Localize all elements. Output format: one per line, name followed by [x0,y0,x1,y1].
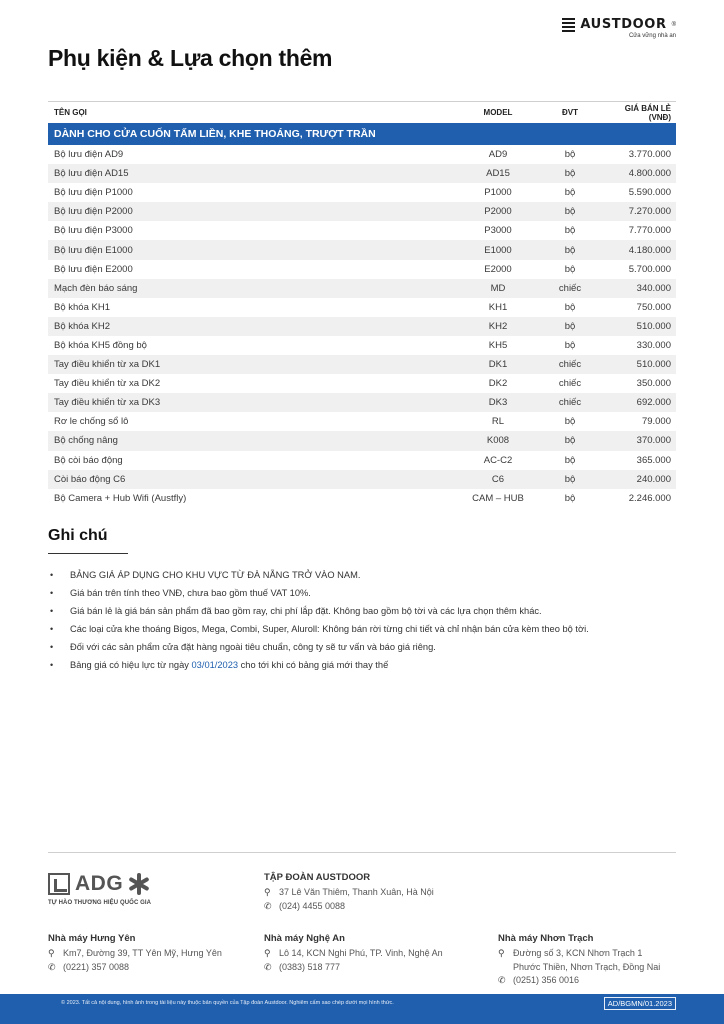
table-row [48,451,676,470]
cell-price: 750.000 [636,301,671,313]
cell-name: Bộ còi báo động [54,454,123,466]
austdoor-mark-icon [562,18,575,32]
map-pin-icon: ⚲ [48,948,55,958]
table-row [48,393,676,412]
cell-name: Bộ lưu điện P3000 [54,225,133,237]
brand-name: AUSTDOOR [580,17,667,32]
header-name: TÊN GỌI [54,108,87,117]
cell-price: 7.270.000 [628,206,671,218]
cell-name: Bộ khóa KH5 đồng bộ [54,339,147,351]
cell-price: 7.770.000 [628,225,671,237]
cell-price: 4.180.000 [628,244,671,256]
adg-logo [48,872,178,906]
note-item-validity: • Bảng giá có hiệu lực từ ngày 03/01/2023 cho tới khi có bảng giá mới thay thế [48,656,688,674]
cell-unit: bộ [564,244,576,256]
table-row [48,412,676,431]
factory-phone: (0221) 357 0088 [63,961,130,972]
note-item: • Giá bán trên tính theo VNĐ, chưa bao gồm thuế VAT 10%. [48,584,688,602]
cell-price: 2.246.000 [628,492,671,504]
table-row [48,298,676,317]
cell-model: AC-C2 [483,454,513,466]
cell-price: 350.000 [636,378,671,390]
factory-title: Nhà máy Hưng Yên [48,933,136,944]
table-row [48,240,676,259]
cell-unit: bộ [564,301,576,313]
cell-name: Bộ Camera + Hub Wifi (Austfly) [54,492,187,504]
note-item: • Giá bán lẻ là giá bán sản phẩm đã bao gồm ray, chi phí lắp đặt. Không bao gồm bộ tời và các lựa chọn thêm khác. [48,602,688,620]
table-row [48,317,676,336]
cell-model: MD [490,282,506,294]
factory-hung-yen [48,933,222,974]
group-phone: (024) 4455 0088 [279,900,346,911]
map-pin-icon: ⚲ [264,887,271,897]
adg-flag-icon [48,873,70,895]
cell-unit: bộ [564,149,576,161]
notes-divider [48,553,128,554]
cell-model: RL [491,416,505,428]
cell-name: Bộ lưu điện E2000 [54,263,133,275]
factory-address: Đường số 3, KCN Nhơn Trạch 1 [513,948,643,958]
table-row [48,145,676,164]
cell-price: 340.000 [636,282,671,294]
phone-icon: ✆ [498,975,506,985]
cell-price: 4.800.000 [628,168,671,180]
factory-address-line2: Phước Thiền, Nhơn Trạch, Đồng Nai [513,961,661,972]
map-pin-icon: ⚲ [498,948,505,958]
header-price: GIÁ BÁN LẺ (VNĐ) [624,103,671,122]
group-title: TẬP ĐOÀN AUSTDOOR [264,872,371,883]
cell-name: Tay điều khiển từ xa DK1 [54,359,161,371]
note-item: • Đối với các sản phẩm cửa đặt hàng ngoài tiêu chuẩn, công ty sẽ tư vấn và báo giá riêng. [48,638,688,656]
cell-model: P3000 [484,225,512,237]
bottom-bar [0,994,724,1024]
cell-name: Bộ khóa KH1 [54,301,110,313]
cell-unit: bộ [564,435,576,447]
table-row [48,374,676,393]
cell-model: CAM – HUB [472,492,524,504]
page-title: Phụ kiện & Lựa chọn thêm [48,45,333,71]
cell-price: 240.000 [636,473,671,485]
brand-tagline: Cửa vững nhà an [628,33,676,39]
phone-icon: ✆ [264,961,272,972]
adg-tagline: TỰ HÀO THƯƠNG HIỆU QUỐC GIA [48,900,152,906]
cell-price: 3.770.000 [628,149,671,161]
cell-unit: bộ [564,206,576,218]
cell-unit: chiếc [558,378,582,390]
cell-unit: bộ [564,454,576,466]
cell-unit: bộ [564,225,576,237]
cell-model: P1000 [484,187,512,199]
brand-logo: AUSTDOOR ® Cửa vững nhà an [562,17,676,39]
cell-model: E2000 [484,263,512,275]
cell-model: DK2 [488,378,508,390]
table-row [48,202,676,221]
factory-phone: (0383) 518 777 [279,961,341,972]
cell-name: Tay điều khiển từ xa DK3 [54,397,161,409]
cell-name: Còi báo động C6 [54,473,126,485]
cell-price: 510.000 [636,320,671,332]
table-row [48,431,676,450]
notes-list [48,566,688,674]
cell-name: Bộ chống nâng [54,435,118,447]
header-unit: ĐVT [562,108,578,117]
cell-name: Bộ lưu điện AD9 [54,149,124,161]
cell-price: 370.000 [636,435,671,447]
cell-price: 5.590.000 [628,187,671,199]
document-code: AD/BGMN/01.2023 [604,997,676,1010]
cell-unit: chiếc [558,359,582,371]
cell-unit: bộ [564,263,576,275]
table-row [48,221,676,240]
cell-unit: bộ [564,320,576,332]
cell-name: Bộ lưu điện AD15 [54,168,129,180]
cell-price: 5.700.000 [628,263,671,275]
group-contact [264,872,434,913]
cell-model: P2000 [484,206,512,218]
cell-unit: bộ [564,492,576,504]
cell-unit: chiếc [558,282,582,294]
phone-icon: ✆ [48,961,56,972]
national-brand-icon [128,873,150,895]
cell-price: 79.000 [641,416,671,428]
factory-title: Nhà máy Nghệ An [264,933,345,944]
table-row [48,164,676,183]
cell-unit: chiếc [558,397,582,409]
cell-model: C6 [491,473,505,485]
cell-model: DK3 [488,397,508,409]
factory-nghe-an [264,933,443,974]
cell-name: Bộ lưu điện P2000 [54,206,133,218]
validity-date: 03/01/2023 [191,660,239,670]
cell-model: K008 [486,435,510,447]
map-pin-icon: ⚲ [264,948,271,958]
note-item: • BẢNG GIÁ ÁP DỤNG CHO KHU VỰC TỪ ĐÀ NẴNG TRỞ VÀO NAM. [48,566,688,584]
cell-unit: bộ [564,473,576,485]
cell-name: Bộ lưu điện P1000 [54,187,133,199]
cell-name: Bộ lưu điện E1000 [54,244,133,256]
factory-title: Nhà máy Nhơn Trạch [498,933,594,944]
cell-unit: bộ [564,416,576,428]
note-item: • Các loại cửa khe thoáng Bigos, Mega, Combi, Super, Aluroll: Không bán rời từng chi tiết và chỉ nhận bán cửa kèm theo bộ tời. [48,620,688,638]
factory-nhon-trach [498,933,660,988]
cell-price: 330.000 [636,339,671,351]
adg-logo-text: ADG [75,872,124,895]
table-body [48,145,676,508]
cell-price: 692.000 [636,397,671,409]
factory-address: Lô 14, KCN Nghi Phú, TP. Vinh, Nghệ An [279,948,443,958]
cell-price: 365.000 [636,454,671,466]
footer-divider [48,852,676,853]
cell-unit: bộ [564,339,576,351]
cell-price: 510.000 [636,359,671,371]
notes-title: Ghi chú [48,527,108,544]
cell-unit: bộ [564,168,576,180]
group-address: 37 Lê Văn Thiêm, Thanh Xuân, Hà Nội [279,887,434,897]
cell-unit: bộ [564,187,576,199]
cell-model: KH5 [488,339,508,351]
copyright-text: © 2023. Tất cả nội dung, hình ảnh trong tài liệu này thuộc bản quyền của Tập đoàn Austdoor. Nghiêm cấm sao chép dưới mọi hình thức. [61,1000,394,1006]
cell-model: E1000 [484,244,512,256]
section-heading: DÀNH CHO CỬA CUỐN TẤM LIỀN, KHE THOÁNG, TRƯỢT TRẦN [48,123,676,145]
table-row [48,355,676,374]
table-row [48,489,676,508]
table-row [48,260,676,279]
cell-model: AD15 [486,168,510,180]
cell-name: Tay điều khiển từ xa DK2 [54,378,161,390]
cell-model: KH2 [488,320,508,332]
cell-name: Mạch đèn báo sáng [54,282,138,294]
cell-name: Bộ khóa KH2 [54,320,110,332]
phone-icon: ✆ [264,900,272,911]
price-table [48,101,676,508]
table-header [48,101,676,123]
table-row [48,336,676,355]
header-model: MODEL [483,108,513,117]
table-row [48,279,676,298]
table-row [48,183,676,202]
table-row [48,470,676,489]
cell-model: DK1 [488,359,508,371]
cell-model: KH1 [488,301,508,313]
factory-address: Km7, Đường 39, TT Yên Mỹ, Hưng Yên [63,948,222,958]
cell-name: Rơ le chống sổ lô [54,416,129,428]
factory-phone: (0251) 356 0016 [513,975,580,985]
cell-model: AD9 [488,149,508,161]
